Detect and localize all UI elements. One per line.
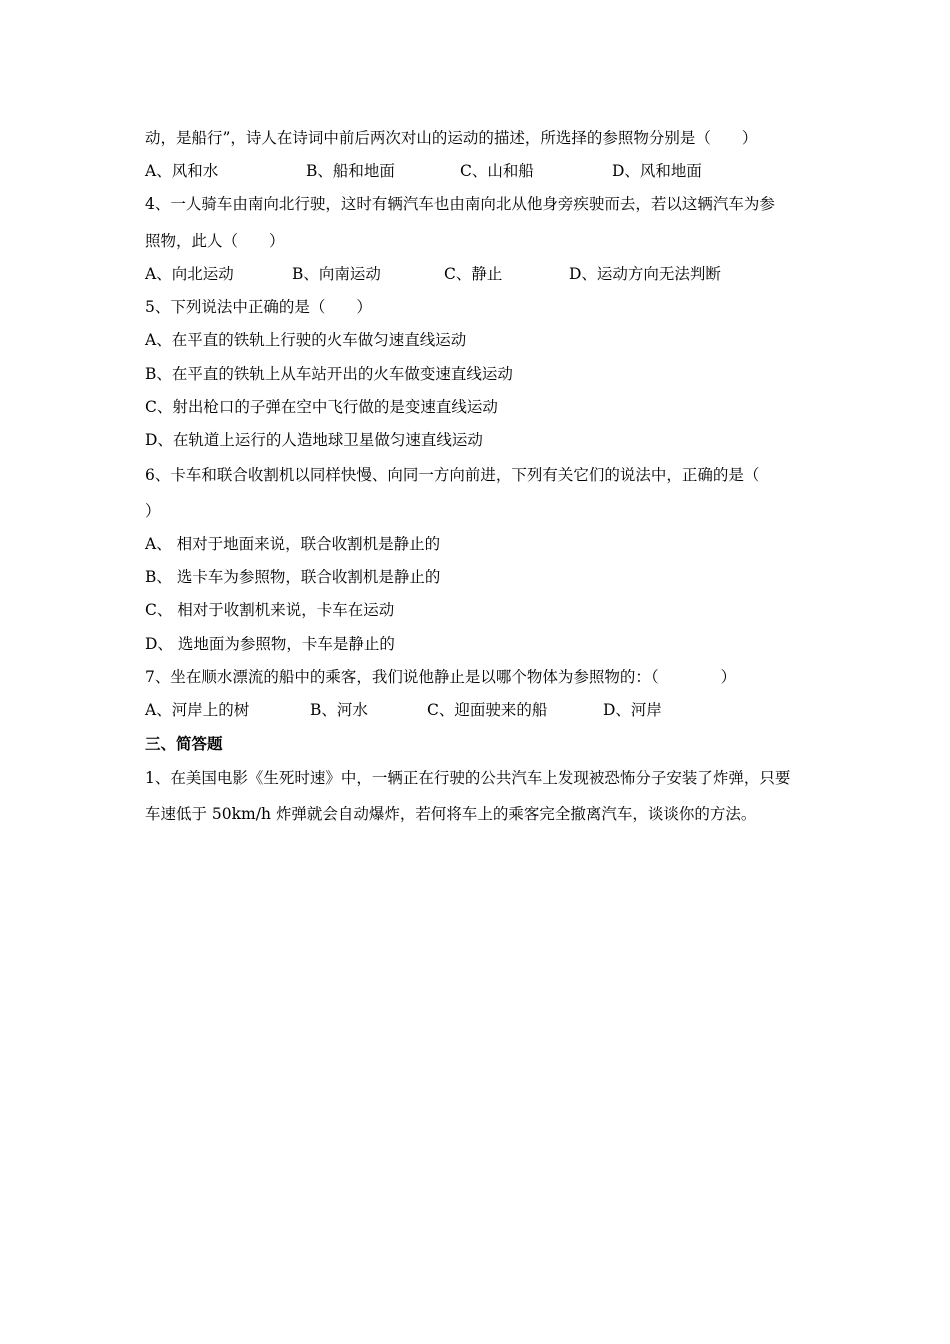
section3-q1-line1: 1、在美国电影《生死时速》中，一辆正在行驶的公共汽车上发现被恐怖分子安装了炸弹，只要	[145, 769, 791, 787]
section3-q1-line2: 车速低于 50km/h 炸弹就会自动爆炸，若何将车上的乘客完全撤离汽车，谈谈你的方法。	[145, 805, 757, 823]
q3-option-c: C、山和船	[460, 162, 534, 180]
q3-option-b: B、船和地面	[306, 162, 395, 180]
q7-option-c: C、迎面驶来的船	[427, 701, 548, 719]
q3-option-a: A、风和水	[145, 162, 219, 180]
q5-stem: 5、下列说法中正确的是（ ）	[145, 298, 372, 316]
q6-option-c: C、 相对于收割机来说，卡车在运动	[145, 601, 395, 619]
q4-option-b: B、向南运动	[292, 265, 381, 283]
q6-option-d: D、 选地面为参照物，卡车是静止的	[145, 635, 395, 653]
q6-option-b: B、 选卡车为参照物，联合收割机是静止的	[145, 568, 441, 586]
q4-stem-line1: 4、一人骑车由南向北行驶，这时有辆汽车也由南向北从他身旁疾驶而去，若以这辆汽车为参	[145, 195, 775, 213]
q5-option-c: C、射出枪口的子弹在空中飞行做的是变速直线运动	[145, 398, 498, 416]
q7-option-d: D、河岸	[603, 701, 662, 719]
section3-heading: 三、简答题	[145, 735, 223, 753]
q5-option-b: B、在平直的铁轨上从车站开出的火车做变速直线运动	[145, 365, 513, 383]
q7-option-a: A、河岸上的树	[145, 701, 250, 719]
q4-option-c: C、静止	[444, 265, 503, 283]
q3-stem-continuation: 动，是船行”，诗人在诗词中前后两次对山的运动的描述，所选择的参照物分别是（ ）	[145, 129, 758, 147]
q4-option-a: A、向北运动	[145, 265, 234, 283]
q3-option-d: D、风和地面	[612, 162, 702, 180]
q5-option-a: A、在平直的铁轨上行驶的火车做匀速直线运动	[145, 331, 467, 349]
q6-stem-line1: 6、卡车和联合收割机以同样快慢、向同一方向前进，下列有关它们的说法中，正确的是（	[145, 466, 760, 484]
q7-option-b: B、河水	[310, 701, 368, 719]
q6-option-a: A、 相对于地面来说，联合收割机是静止的	[145, 535, 441, 553]
q4-option-d: D、运动方向无法判断	[569, 265, 721, 283]
q7-stem: 7、坐在顺水漂流的船中的乘客，我们说他静止是以哪个物体为参照物的：（ ）	[145, 668, 737, 686]
q4-stem-line2: 照物，此人（ ）	[145, 232, 285, 250]
q6-stem-line2: ）	[145, 502, 161, 520]
q5-option-d: D、在轨道上运行的人造地球卫星做匀速直线运动	[145, 431, 483, 449]
